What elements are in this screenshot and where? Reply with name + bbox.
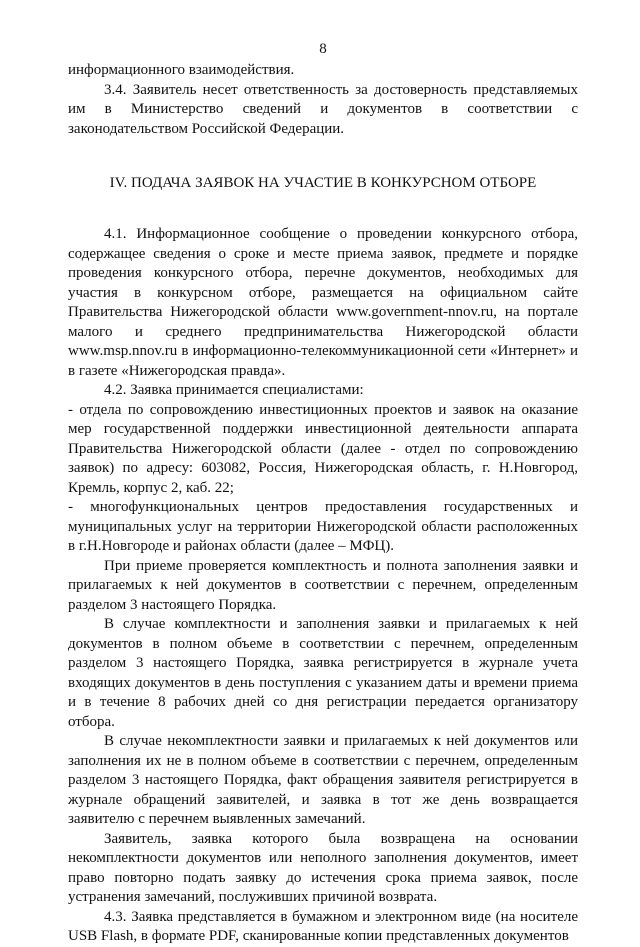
paragraph-4-2: 4.2. Заявка принимается специалистами: (104, 382, 364, 398)
paragraph-3-4: 3.4. Заявитель несет ответственность за достоверность представляемых им в Министерство сведений и документов в соответствии с законодательством Российской Федерации. (68, 81, 578, 137)
page-number: 8 (319, 41, 327, 57)
paragraph-complete: В случае комплектности и заполнения заявки и прилагаемых к ней документов в полном объеме в соответствии с перечнем, определенным разделом 3 настоящего Порядка, заявка регистрируется в журнале учета входящих документов в день поступления с указанием даты и времени приема и в течение 8 рабочих дней со дня регистрации передается организатору отбора. (68, 616, 578, 730)
paragraph-returned: Заявитель, заявка которого была возвращена на основании некомплектности документов или неполного заполнения документов, имеет право повторно подать заявку до истечения срока приема заявок, после устранения замечаний, послуживших причиной возврата. (68, 830, 578, 905)
document-page (68, 0, 578, 947)
paragraph-4-2-item-2: - многофункциональных центров предоставления государственных и муниципальных услуг на территории Нижегородской области расположенных в г.Н.Новгороде и районах области (далее – МФЦ). (68, 499, 578, 554)
paragraph-4-1: 4.1. Информационное сообщение о проведении конкурсного отбора, содержащее сведения о сроке и месте приема заявок, предмете и порядке проведения конкурсного отбора, перечне документов, необходимых для участия в конкурсном отборе, размещается на официальном сайте Правительства Нижегородской области www.government-nnov.ru, на портале малого и среднего предпринимательства Нижегородской области www.msp.nnov.ru в информационно-телекоммуникационной сети «Интернет» и в газете «Нижегородская правда». (68, 226, 578, 379)
paragraph-check: При приеме проверяется комплектность и полнота заполнения заявки и прилагаемых к ней документов в соответствии с перечнем, определенным разделом 3 настоящего Порядка. (68, 557, 578, 613)
paragraph-4-2-item-1: - отдела по сопровождению инвестиционных проектов и заявок на оказание мер государственной поддержки инвестиционной деятельности аппарата Правительства Нижегородской области (далее - отдел по сопровождению заявок) по адресу: 603082, Россия, Нижегородская область, г. Н.Новгород, Кремль, корпус 2, каб. 22; (68, 401, 578, 496)
paragraph-incomplete: В случае некомплектности заявки и прилагаемых к ней документов или заполнения их не в полном объеме в соответствии с перечнем, определенным разделом 3 настоящего Порядка, факт обращения заявителя регистрируется в журнале обращений заявителей, и заявка в тот же день возвращается заявителю с перечнем выявленных замечаний. (68, 733, 578, 827)
paragraph-4-3: 4.3. Заявка представляется в бумажном и электронном виде (на носителе USB Flash, в формате PDF, сканированные копии представленных документов (68, 908, 578, 944)
section-heading: IV. ПОДАЧА ЗАЯВОК НА УЧАСТИЕ В КОНКУРСНОМ ОТБОРЕ (109, 175, 537, 191)
paragraph-continuation: информационного взаимодействия. (68, 62, 295, 78)
